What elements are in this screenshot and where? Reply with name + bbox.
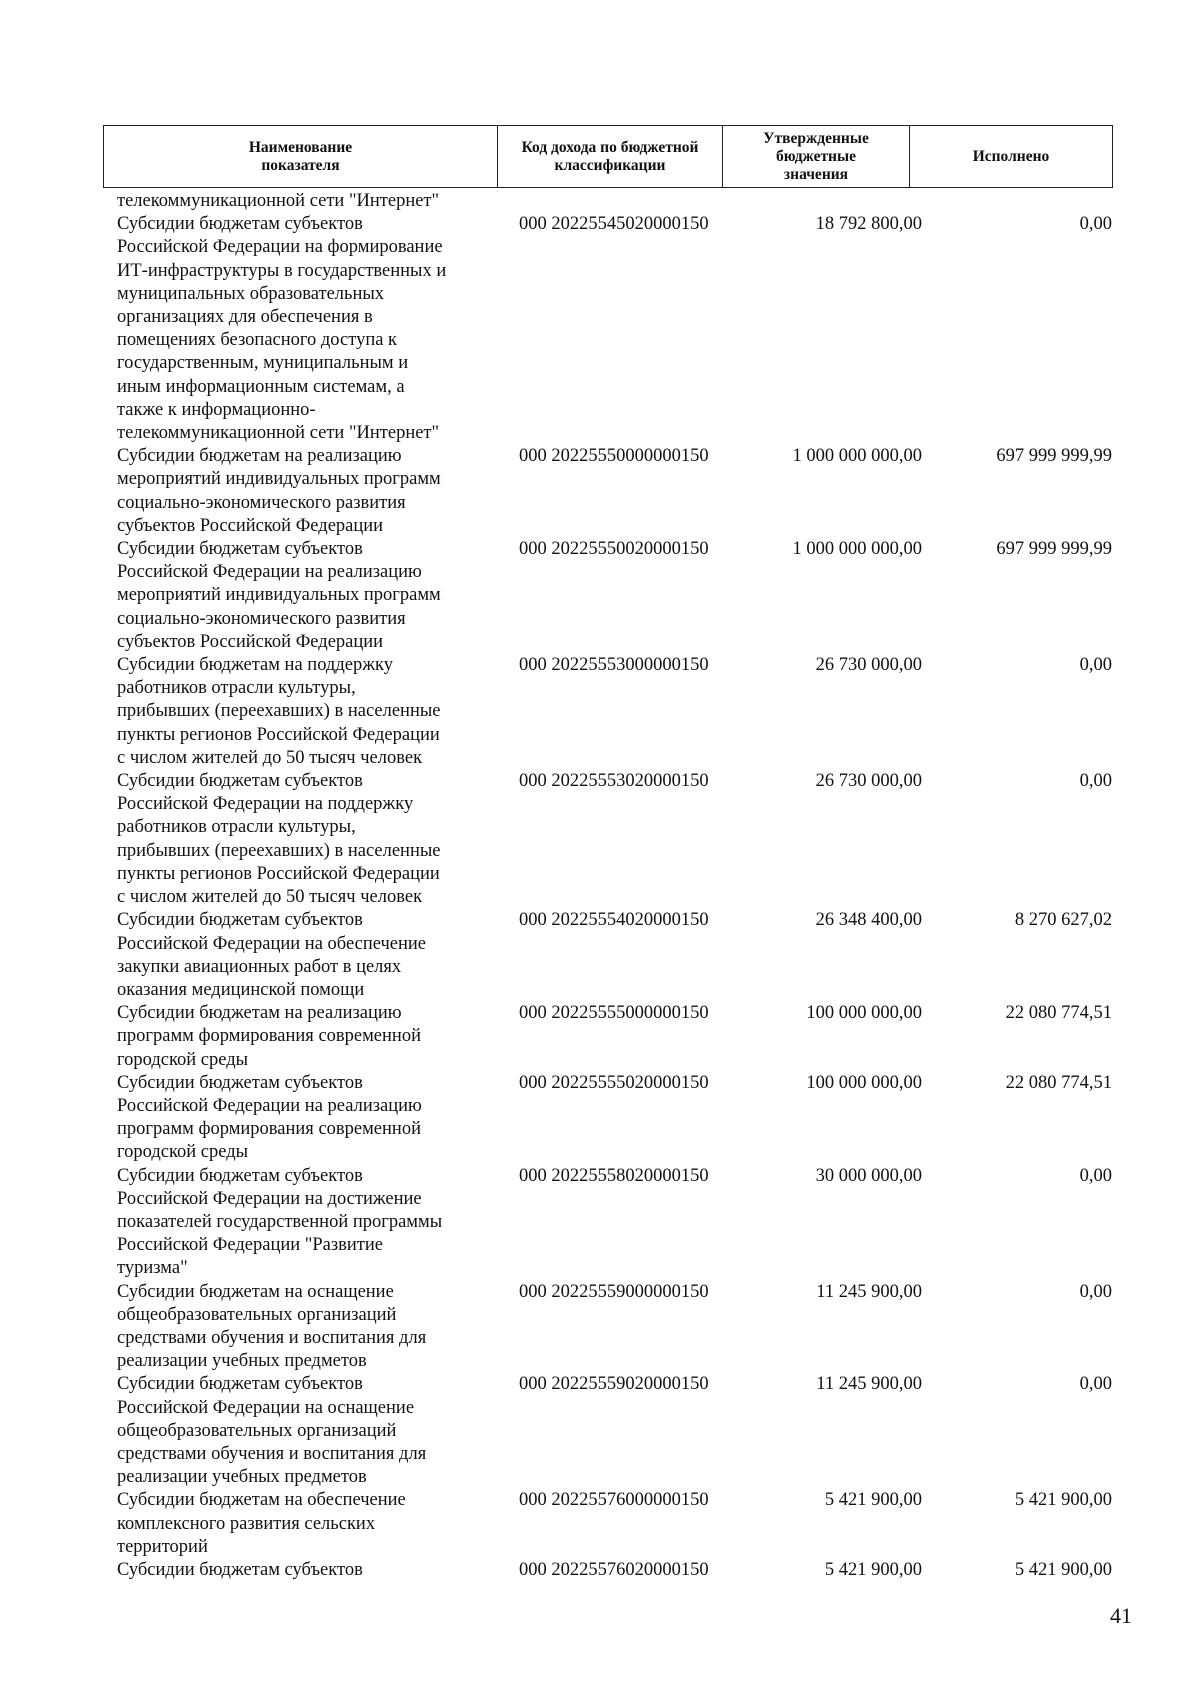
row-name-line: Субсидии бюджетам субъектов [117,771,363,792]
row-name-line: Субсидии бюджетам на обеспечение [117,1490,406,1511]
row-name-line: Российской Федерации на оснащение [117,1397,415,1418]
row-name-line: средствами обучения и воспитания для [117,1327,427,1348]
row-name-line: Российской Федерации на достижение [117,1188,422,1209]
row-name-line: реализации учебных предметов [117,1351,367,1372]
row-code: 000 20225550000000150 [519,446,709,467]
row-name-line: ИТ-инфраструктуры в государственных и [117,260,447,281]
row-name-line: Субсидии бюджетам субъектов [117,1559,363,1580]
row-approved-value: 100 000 000,00 [806,1072,922,1093]
header-name-line: показателя [261,156,340,174]
row-name-line: Российской Федерации на обеспечение [117,933,427,954]
row-name [117,654,497,770]
row-name-line: прибывших (переехавших) в населенные [117,701,441,722]
table-row [117,1165,1117,1281]
row-code: 000 20225558020000150 [519,1165,709,1186]
row-name [117,1489,497,1559]
row-name-line: средствами обучения и воспитания для [117,1443,427,1464]
row-name-line: городской среды [117,1142,249,1163]
row-name-line: Российской Федерации на поддержку [117,794,414,815]
table-body [117,190,1117,1582]
table-row [117,1072,1117,1165]
row-code: 000 20225554020000150 [519,910,709,931]
header-executed-line: Исполнено [972,147,1050,165]
row-code: 000 20225553020000150 [519,771,709,792]
row-executed-value: 5 421 900,00 [1014,1559,1112,1580]
header-approved-line: Утвержденные [763,129,869,147]
row-name-line: социально-экономического развития [117,492,406,513]
row-name-line: помещениях безопасного доступа к [117,330,398,351]
row-executed-value: 8 270 627,02 [1014,910,1112,931]
row-name-line: общеобразовательных организаций [117,1420,397,1441]
row-name-line: с числом жителей до 50 тысяч человек [117,747,423,768]
row-name-line: работников отрасли культуры, [117,817,356,838]
row-approved-value: 26 348 400,00 [815,910,922,931]
row-name-line: пункты регионов Российской Федерации [117,863,440,884]
row-code: 000 20225553000000150 [519,655,709,676]
row-name-line: телекоммуникационной сети "Интернет" [117,191,440,211]
row-name-line: социально-экономического развития [117,608,406,629]
row-approved-value: 18 792 800,00 [815,214,922,235]
table-row [117,213,1117,445]
row-name [117,770,497,909]
row-name-line: также к информационно- [117,399,316,420]
table-header [103,125,1113,188]
row-approved-value: 26 730 000,00 [815,771,922,792]
row-code: 000 20225555000000150 [519,1003,709,1024]
header-executed-column [910,126,1112,187]
row-approved-value: 11 245 900,00 [816,1374,922,1395]
row-name-line: Российской Федерации на формирование [117,237,443,258]
header-code-column [498,126,723,187]
row-name [117,190,497,213]
row-name-line: мероприятий индивидуальных программ [117,469,441,490]
row-name-line: показателей государственной программы [117,1211,443,1232]
header-name-line: Наименование [248,138,353,156]
row-code: 000 20225555020000150 [519,1072,709,1093]
table-row [117,190,1117,213]
row-name [117,1281,497,1374]
header-name-column [104,126,498,187]
table-row [117,1373,1117,1489]
row-name-line: государственным, муниципальным и [117,353,409,374]
row-executed-value: 697 999 999,99 [996,446,1112,467]
row-executed-value: 0,00 [1079,214,1112,235]
row-name-line: Субсидии бюджетам субъектов [117,539,363,560]
row-name [117,538,497,654]
table-row [117,1489,1117,1559]
table-row [117,909,1117,1002]
row-code: 000 20225576020000150 [519,1559,709,1580]
row-approved-value: 5 421 900,00 [824,1559,922,1580]
header-approved-column [723,126,910,187]
row-name [117,1002,497,1072]
table-row [117,1559,1117,1582]
row-code: 000 20225559020000150 [519,1374,709,1395]
row-name-line: работников отрасли культуры, [117,678,356,699]
row-name-line: Субсидии бюджетам на поддержку [117,655,393,676]
row-name [117,445,497,538]
row-executed-value: 0,00 [1079,1165,1112,1186]
row-name [117,1373,497,1489]
row-name-line: оказания медицинской помощи [117,979,365,1000]
row-name-line: Российской Федерации на реализацию [117,1095,422,1116]
table-row [117,1281,1117,1374]
row-name-line: муниципальных образовательных [117,283,385,304]
row-code: 000 20225550020000150 [519,539,709,560]
row-name-line: закупки авиационных работ в целях [117,956,402,977]
row-name-line: прибывших (переехавших) в населенные [117,840,441,861]
row-name [117,1072,497,1165]
row-approved-value: 26 730 000,00 [815,655,922,676]
row-name-line: организациях для обеспечения в [117,307,373,328]
table-row [117,654,1117,770]
row-name-line: пункты регионов Российской Федерации [117,724,440,745]
row-name-line: городской среды [117,1049,249,1070]
row-approved-value: 100 000 000,00 [806,1003,922,1024]
row-code: 000 20225576000000150 [519,1490,709,1511]
row-name-line: Субсидии бюджетам субъектов [117,910,363,931]
row-name-line: Субсидии бюджетам субъектов [117,214,363,235]
table-row [117,770,1117,909]
row-name [117,1559,497,1582]
row-executed-value: 22 080 774,51 [1005,1003,1112,1024]
header-approved-line: значения [783,165,849,183]
row-name-line: Российской Федерации на реализацию [117,562,422,583]
row-executed-value: 5 421 900,00 [1014,1490,1112,1511]
row-name-line: комплексного развития сельских [117,1513,376,1534]
row-name-line: программ формирования современной [117,1119,421,1140]
row-approved-value: 1 000 000 000,00 [792,539,922,560]
row-executed-value: 0,00 [1079,1374,1112,1395]
header-code-line: классификации [554,156,666,174]
row-name-line: туризма" [117,1258,188,1279]
row-name [117,1165,497,1281]
row-approved-value: 1 000 000 000,00 [792,446,922,467]
row-name-line: Субсидии бюджетам на реализацию [117,1003,402,1024]
row-name-line: иным информационным системам, а [117,376,405,397]
table-row [117,445,1117,538]
header-code-line: Код дохода по бюджетной [521,138,699,156]
row-name [117,213,497,445]
row-code: 000 20225545020000150 [519,214,709,235]
page-number: 41 [1110,1603,1132,1628]
row-name-line: телекоммуникационной сети "Интернет" [117,423,440,444]
row-name-line: программ формирования современной [117,1026,421,1047]
row-executed-value: 0,00 [1079,771,1112,792]
row-name-line: субъектов Российской Федерации [117,515,384,536]
row-executed-value: 0,00 [1079,1281,1112,1302]
row-approved-value: 11 245 900,00 [816,1281,922,1302]
row-name-line: Субсидии бюджетам субъектов [117,1165,363,1186]
row-executed-value: 0,00 [1079,655,1112,676]
row-executed-value: 22 080 774,51 [1005,1072,1112,1093]
row-name-line: Субсидии бюджетам субъектов [117,1374,363,1395]
row-name [117,909,497,1002]
header-approved-line: бюджетные [775,147,856,165]
row-name-line: Российской Федерации "Развитие [117,1235,383,1256]
row-name-line: мероприятий индивидуальных программ [117,585,441,606]
table-row [117,1002,1117,1072]
row-name-line: субъектов Российской Федерации [117,631,384,652]
row-name-line: Субсидии бюджетам на реализацию [117,446,402,467]
row-name-line: Субсидии бюджетам на оснащение [117,1281,394,1302]
row-executed-value: 697 999 999,99 [996,539,1112,560]
row-name-line: Субсидии бюджетам субъектов [117,1072,363,1093]
row-approved-value: 5 421 900,00 [824,1490,922,1511]
row-code: 000 20225559000000150 [519,1281,709,1302]
row-name-line: реализации учебных предметов [117,1467,367,1488]
table-row [117,538,1117,654]
row-name-line: общеобразовательных организаций [117,1304,397,1325]
row-name-line: территорий [117,1536,208,1557]
row-approved-value: 30 000 000,00 [815,1165,922,1186]
row-name-line: с числом жителей до 50 тысяч человек [117,887,423,908]
